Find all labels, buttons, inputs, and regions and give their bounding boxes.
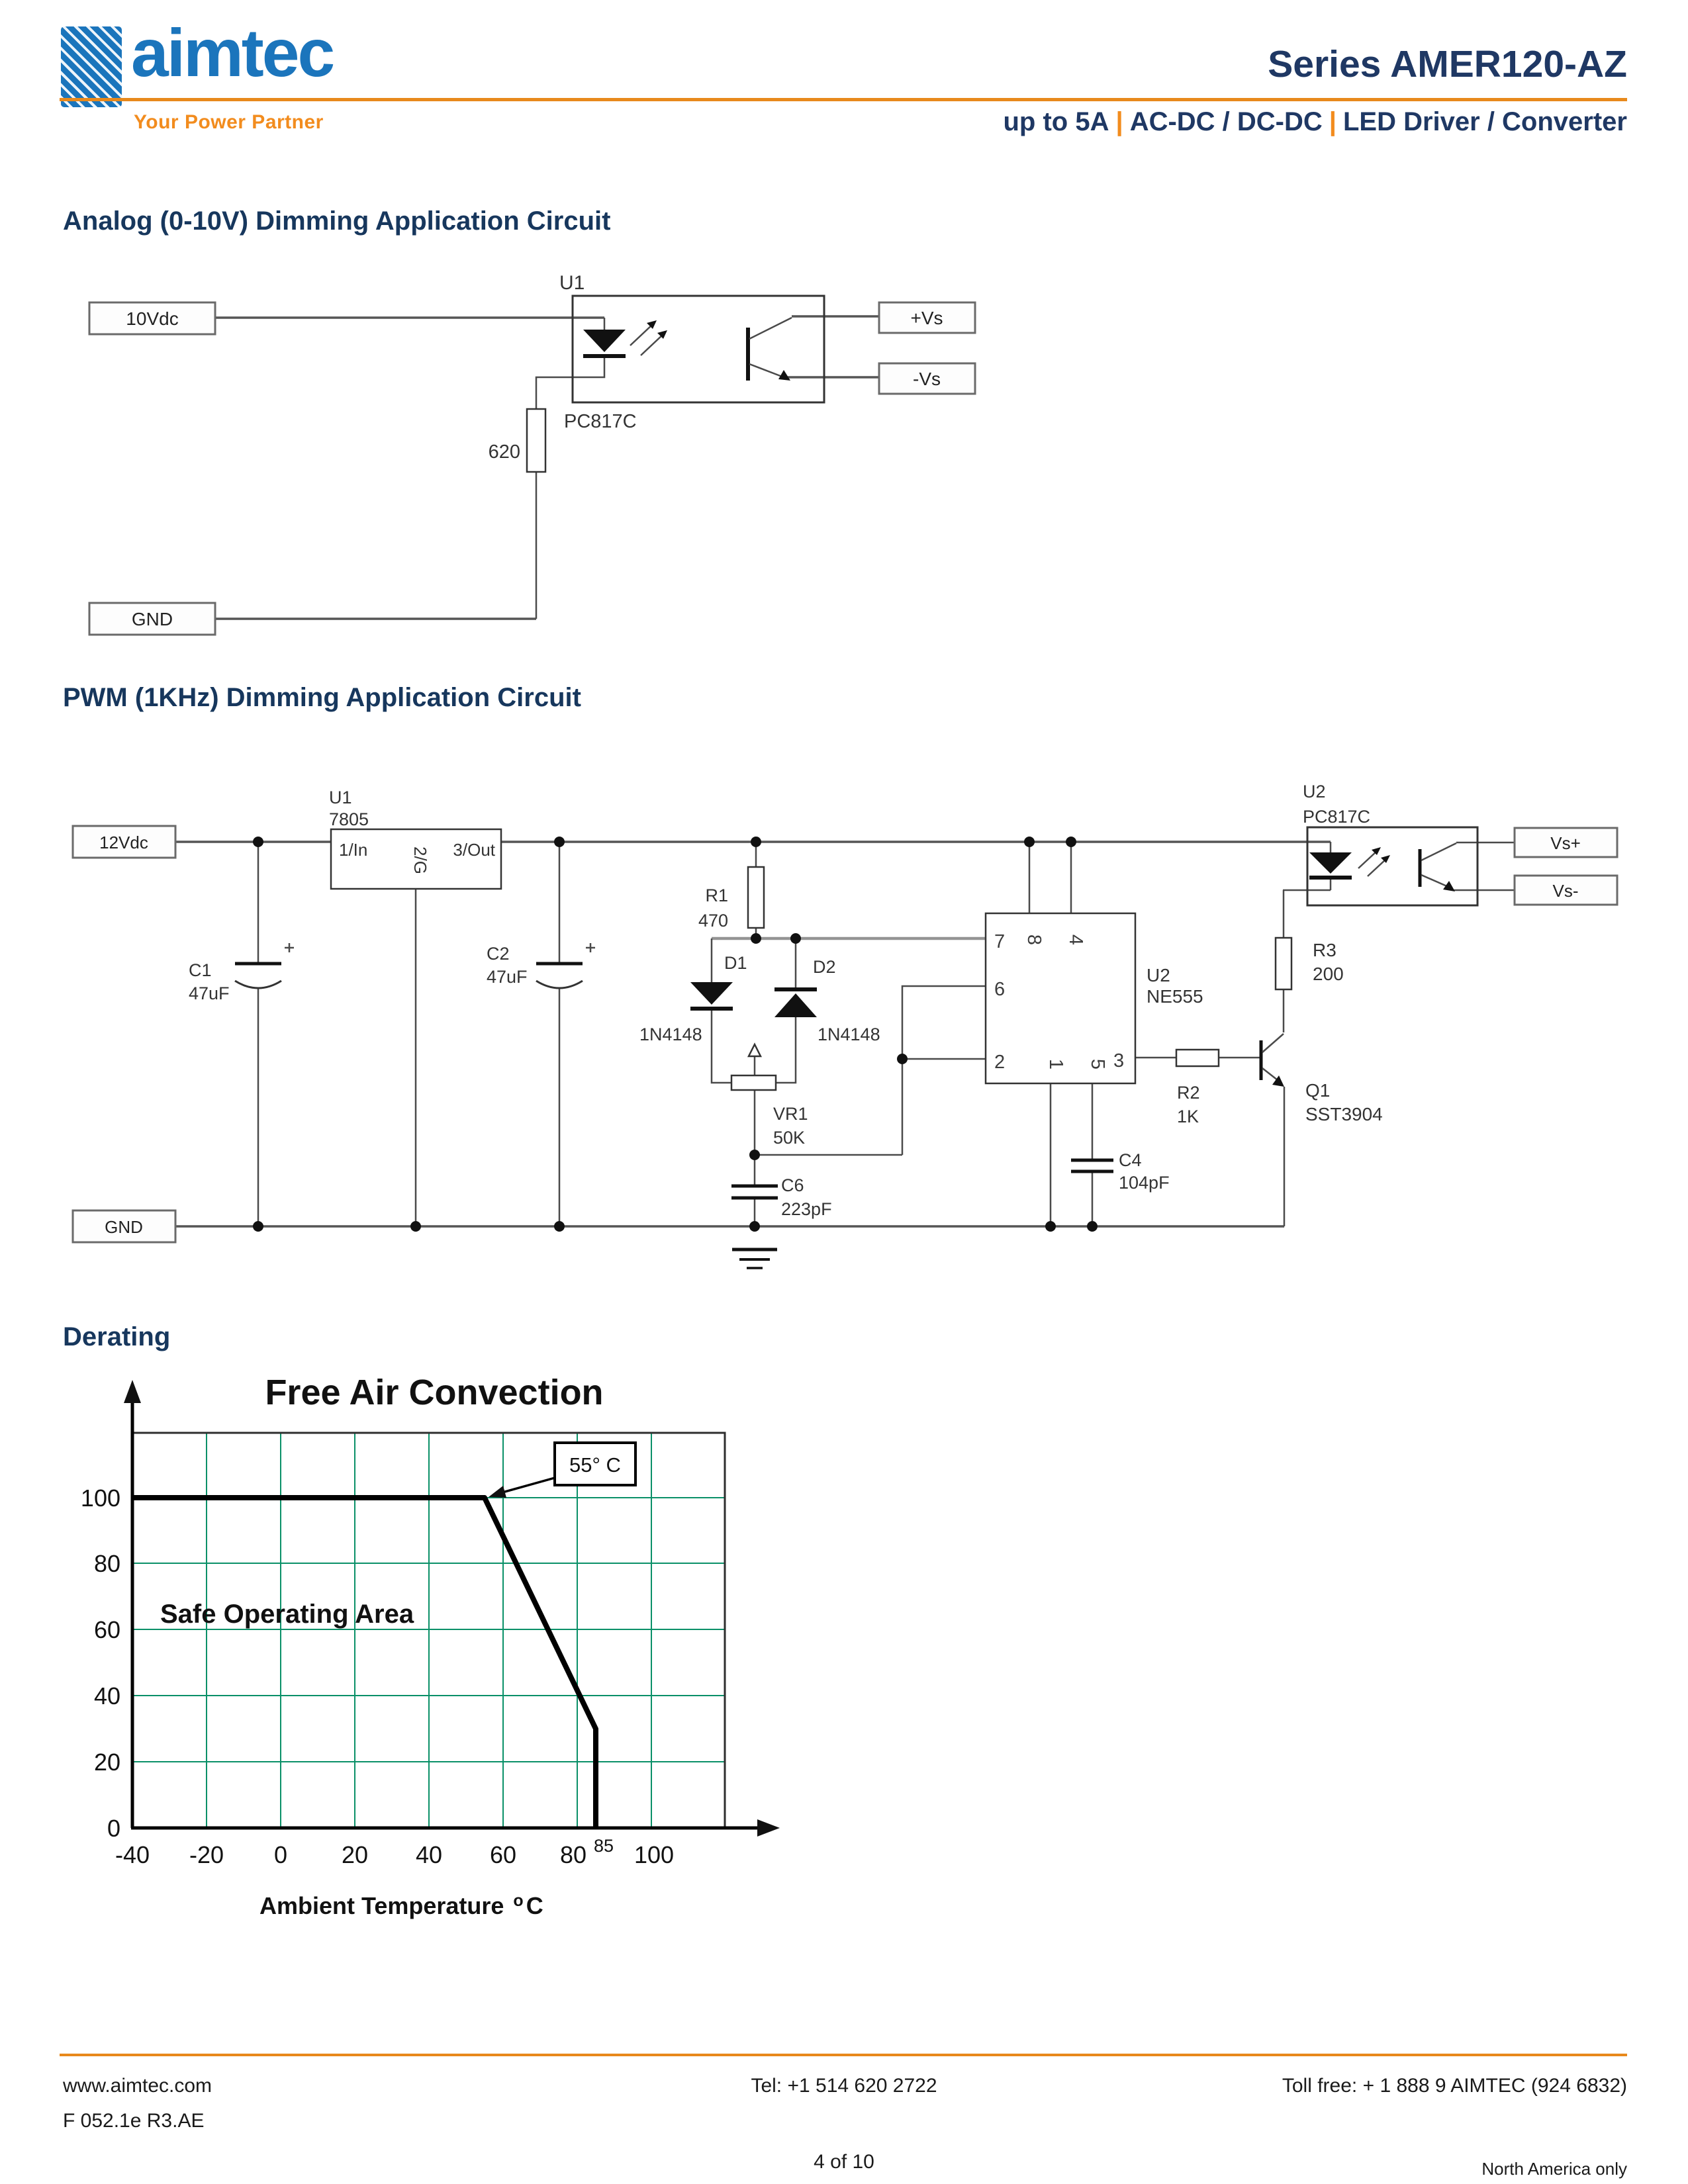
- x-tick: 100: [633, 1841, 675, 1868]
- pin-5: 5: [1087, 1058, 1108, 1070]
- terminal-gnd-label: GND: [131, 609, 173, 629]
- part-d2: 1N4148: [818, 1024, 880, 1044]
- pin-8: 8: [1023, 934, 1045, 946]
- x-axis-label: Ambient Temperature $^o$ C: [259, 1891, 543, 1919]
- capacitor-c1: [235, 943, 294, 988]
- plus-icon: [586, 943, 595, 952]
- pin-4: 4: [1065, 934, 1086, 946]
- series-title: Series AMER120-AZ: [1268, 43, 1627, 85]
- part-7805: 7805: [329, 809, 369, 829]
- ref-c4: C4: [1119, 1150, 1142, 1170]
- footer-rule: [60, 2054, 1627, 2056]
- transistor-q1: [1261, 1034, 1284, 1087]
- wire: [258, 842, 1515, 1226]
- derating-curve: [132, 1498, 596, 1828]
- resistor-r3: [1276, 938, 1291, 989]
- resistor-r1: [748, 867, 764, 928]
- chart-grid: [132, 1433, 725, 1828]
- aimtec-logo-text: aimtec: [131, 15, 334, 91]
- footer-toll-free: Toll free: + 1 888 9 AIMTEC (924 6832): [1282, 2075, 1627, 2097]
- wiper-arrow-icon: [749, 1044, 761, 1056]
- y-tick: 40: [93, 1682, 120, 1709]
- potentiometer-vr1: [731, 1075, 776, 1090]
- part-ne555: NE555: [1147, 986, 1203, 1007]
- analog-circuit-schematic: [0, 251, 1688, 662]
- derating-chart: [0, 1357, 927, 1939]
- diode-d2: [774, 989, 817, 1017]
- terminal-vs-minus-label: Vs-: [1552, 881, 1579, 901]
- value-c6: 223pF: [781, 1199, 832, 1219]
- header-rule: [60, 98, 1627, 101]
- terminal-plus-vs-label: +Vs: [910, 308, 943, 328]
- ref-u2-pc817c: U2: [1303, 782, 1326, 801]
- footer-page-number: 4 of 10: [814, 2151, 874, 2173]
- y-tick: 100: [80, 1484, 120, 1512]
- pwm-section-heading: PWM (1KHz) Dimming Application Circuit: [63, 683, 581, 712]
- footer-website: www.aimtec.com: [63, 2075, 212, 2097]
- ref-vr1: VR1: [773, 1104, 808, 1124]
- x-tick: 20: [341, 1841, 369, 1868]
- terminal-10vdc-label: 10Vdc: [126, 308, 179, 329]
- wire: [536, 318, 604, 619]
- ref-u1-7805: U1: [329, 788, 352, 807]
- x-tick: 0: [273, 1841, 288, 1868]
- pin-7805-gnd: 2/G: [410, 846, 430, 874]
- wire: [215, 316, 879, 619]
- y-tick: 60: [93, 1616, 120, 1643]
- value-vr1: 50K: [773, 1128, 806, 1148]
- subtitle-part-type: AC-DC / DC-DC: [1129, 107, 1323, 136]
- value-620: 620: [488, 441, 520, 463]
- led-symbol: [1309, 847, 1390, 878]
- part-pc817c: PC817C: [1303, 807, 1371, 827]
- safe-operating-area-label: Safe Operating Area: [160, 1600, 414, 1629]
- part-d1: 1N4148: [639, 1024, 702, 1044]
- ref-r2: R2: [1177, 1083, 1200, 1103]
- ref-r3: R3: [1313, 940, 1336, 960]
- ref-u1: U1: [559, 272, 585, 294]
- ground-icon: [732, 1250, 777, 1268]
- ref-u2-ne555: U2: [1147, 965, 1170, 985]
- resistor-620: [527, 409, 545, 472]
- pin-3: 3: [1113, 1050, 1125, 1071]
- pin-1: 1: [1045, 1058, 1066, 1070]
- derating-section-heading: Derating: [63, 1322, 171, 1351]
- value-r2: 1K: [1177, 1107, 1199, 1126]
- terminal-gnd-label: GND: [105, 1217, 143, 1237]
- y-tick: 0: [107, 1815, 120, 1842]
- subtitle-separator: |: [1115, 107, 1123, 136]
- optocoupler-box: [573, 296, 824, 402]
- pin-7: 7: [994, 931, 1006, 952]
- resistor-r2: [1176, 1050, 1219, 1066]
- footer-tel: Tel: +1 514 620 2722: [751, 2075, 937, 2097]
- logo-tagline: Your Power Partner: [134, 111, 324, 133]
- aimtec-logo-icon: [61, 26, 122, 107]
- ref-q1: Q1: [1305, 1080, 1331, 1101]
- x-tick: 40: [415, 1841, 443, 1868]
- y-axis-arrow-icon: [124, 1380, 141, 1403]
- value-c1: 47uF: [189, 983, 230, 1003]
- led-symbol: [583, 320, 667, 356]
- terminal-vs-plus-label: Vs+: [1550, 833, 1581, 853]
- x-tick-85: 85: [593, 1836, 614, 1856]
- value-c2: 47uF: [487, 967, 528, 987]
- annotation-55c: [489, 1443, 635, 1498]
- ref-c2: C2: [487, 944, 510, 964]
- chart-title: Free Air Convection: [265, 1373, 604, 1412]
- value-r1: 470: [698, 911, 728, 931]
- ref-d2: D2: [813, 957, 836, 977]
- x-tick: -40: [115, 1841, 150, 1868]
- pin-2: 2: [994, 1052, 1006, 1073]
- phototransistor-symbol: [1420, 843, 1456, 891]
- value-c4: 104pF: [1119, 1173, 1170, 1193]
- capacitor-c4: [1071, 1160, 1113, 1171]
- x-tick: 80: [559, 1841, 587, 1868]
- ref-r1: R1: [705, 886, 728, 905]
- header-subtitle: [1004, 107, 1628, 137]
- y-tick: 20: [93, 1749, 120, 1776]
- plus-icon: [285, 943, 294, 952]
- ref-d1: D1: [724, 953, 747, 973]
- x-tick: 60: [489, 1841, 517, 1868]
- ref-c6: C6: [781, 1175, 804, 1195]
- pin-6: 6: [994, 979, 1006, 1000]
- part-pc817c: PC817C: [564, 411, 637, 432]
- annotation-label: 55° C: [569, 1453, 621, 1477]
- x-tick: -20: [189, 1841, 224, 1868]
- pin-7805-out: 3/Out: [453, 840, 495, 860]
- value-r3: 200: [1313, 964, 1344, 984]
- part-q1: SST3904: [1305, 1104, 1383, 1124]
- capacitor-c2: [536, 943, 595, 988]
- x-axis-arrow-icon: [757, 1819, 780, 1837]
- terminal-minus-vs-label: -Vs: [913, 369, 941, 389]
- phototransistor-symbol: [748, 318, 792, 381]
- x-tick-labels: [115, 1836, 674, 1868]
- analog-section-heading: Analog (0-10V) Dimming Application Circuit: [63, 206, 611, 236]
- diode-d1: [690, 982, 733, 1009]
- subtitle-part-product: LED Driver / Converter: [1342, 107, 1627, 136]
- footer-region-note: North America only: [1481, 2159, 1627, 2179]
- y-tick: 80: [93, 1550, 120, 1577]
- pin-7805-in: 1/In: [339, 840, 368, 860]
- y-tick-labels: [81, 1484, 120, 1842]
- ref-c1: C1: [189, 960, 212, 980]
- terminal-12vdc-label: 12Vdc: [99, 833, 148, 852]
- subtitle-part-current: up to 5A: [1003, 107, 1109, 136]
- capacitor-c6: [731, 1186, 778, 1198]
- subtitle-separator: |: [1329, 107, 1336, 136]
- footer-doc-ref: F 052.1e R3.AE: [63, 2110, 205, 2132]
- pwm-circuit-schematic: [0, 761, 1688, 1297]
